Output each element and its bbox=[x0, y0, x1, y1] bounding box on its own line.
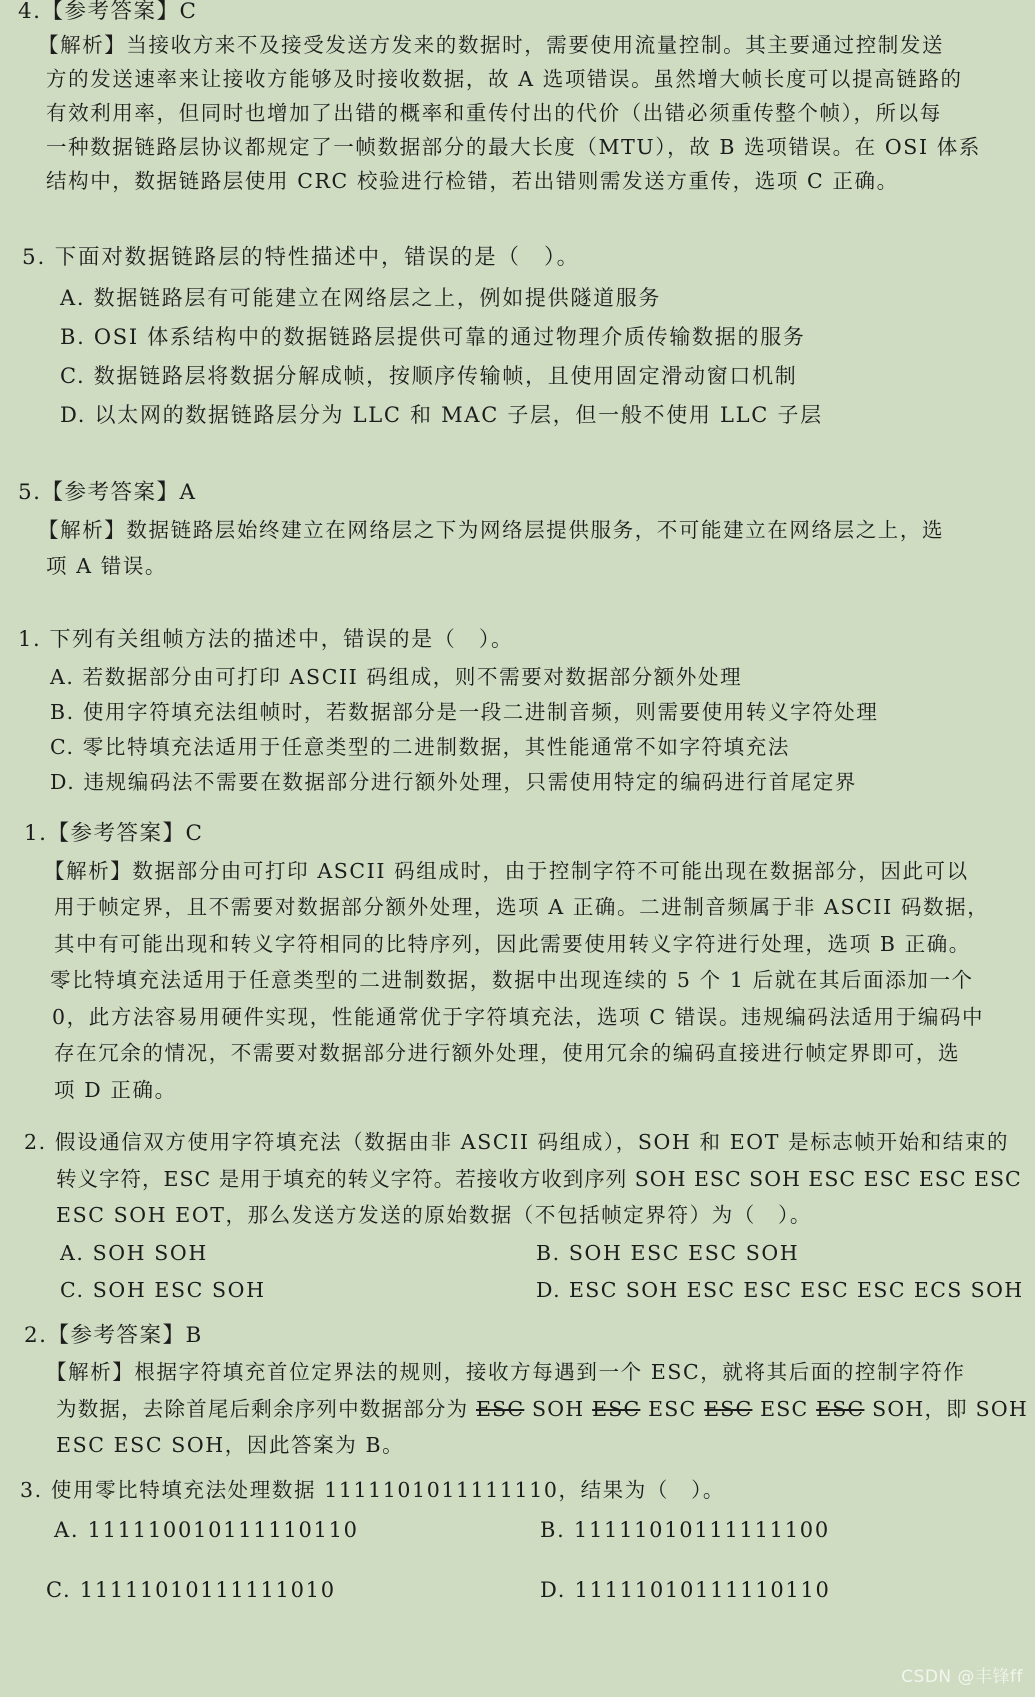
analysis-1-line-3: 其中有可能出现和转义字符相同的比特序列，因此需要使用转义字符进行处理，选项 B 正确。 bbox=[54, 932, 971, 956]
analysis-1-line-5: 0，此方法容易用硬件实现，性能通常优于字符填充法，选项 C 错误。违规编码法适用于编码中 bbox=[52, 1005, 985, 1029]
analysis-4-line-2: 方的发送速率来让接收方能够及时接收数据，故 A 选项错误。虽然增大帧长度可以提高链路的 bbox=[46, 67, 963, 91]
question-3-option-b: B. 11111010111111100 bbox=[540, 1518, 830, 1542]
question-2-option-b: B. SOH ESC ESC SOH bbox=[536, 1241, 800, 1265]
question-1-option-b: B. 使用字符填充法组帧时，若数据部分是一段二进制音频，则需要使用转义字符处理 bbox=[50, 700, 879, 724]
analysis-5-line-2: 项 A 错误。 bbox=[46, 554, 168, 578]
analysis-2-text-segment: ESC bbox=[640, 1397, 705, 1421]
analysis-1-line-7: 项 D 正确。 bbox=[54, 1078, 177, 1102]
csdn-watermark: CSDN @丰锋ff bbox=[901, 1667, 1023, 1687]
answer-5-heading: 5.【参考答案】A bbox=[18, 480, 197, 505]
question-2-option-d: D. ESC SOH ESC ESC ESC ESC ECS SOH bbox=[536, 1278, 1024, 1302]
question-2-line-3: ESC SOH EOT，那么发送方发送的原始数据（不包括帧定界符）为（ ）。 bbox=[56, 1203, 812, 1227]
analysis-2-line-1: 【解析】根据字符填充首位定界法的规则，接收方每遇到一个 ESC，就将其后面的控制字符作 bbox=[46, 1360, 966, 1384]
question-5-option-a: A. 数据链路层有可能建立在网络层之上，例如提供隧道服务 bbox=[60, 286, 662, 310]
question-5-option-c: C. 数据链路层将数据分解成帧，按顺序传输帧，且使用固定滑动窗口机制 bbox=[60, 364, 798, 388]
analysis-5-line-1: 【解析】数据链路层始终建立在网络层之下为网络层提供服务，不可能建立在网络层之上，选 bbox=[38, 518, 945, 542]
question-5-option-b: B. OSI 体系结构中的数据链路层提供可靠的通过物理介质传输数据的服务 bbox=[60, 325, 806, 349]
question-5-option-d: D. 以太网的数据链路层分为 LLC 和 MAC 子层，但一般不使用 LLC 子层 bbox=[60, 403, 823, 427]
struck-esc: ESC bbox=[476, 1397, 525, 1421]
analysis-1-line-1: 【解析】数据部分由可打印 ASCII 码组成时，由于控制字符不可能出现在数据部分，因此可以 bbox=[44, 859, 969, 883]
answer-4-heading: 4.【参考答案】C bbox=[18, 0, 198, 24]
question-3-option-a: A. 111110010111110110 bbox=[54, 1518, 359, 1542]
analysis-2-line-3: ESC ESC SOH，因此答案为 B。 bbox=[56, 1433, 405, 1457]
analysis-4-line-5: 结构中，数据链路层使用 CRC 校验进行检错，若出错则需发送方重传，选项 C 正确。 bbox=[46, 169, 899, 193]
analysis-4-line-1: 【解析】当接收方来不及接受发送方发来的数据时，需要使用流量控制。其主要通过控制发送 bbox=[38, 33, 945, 57]
question-3-option-c: C. 11111010111111010 bbox=[46, 1578, 336, 1602]
question-2-line-2: 转义字符，ESC 是用于填充的转义字符。若接收方收到序列 SOH ESC SOH ESC ESC ESC ESC bbox=[56, 1167, 1022, 1191]
question-1-option-c: C. 零比特填充法适用于任意类型的二进制数据，其性能通常不如字符填充法 bbox=[50, 735, 790, 759]
struck-esc: ESC bbox=[704, 1397, 753, 1421]
analysis-4-line-3: 有效利用率，但同时也增加了出错的概率和重传付出的代价（出错必须重传整个帧），所以每 bbox=[46, 101, 942, 125]
question-5: 5. 下面对数据链路层的特性描述中，错误的是（ ）。 bbox=[22, 245, 580, 270]
question-3-option-d: D. 11111010111110110 bbox=[540, 1578, 831, 1602]
question-2-line-1: 2. 假设通信双方使用字符填充法（数据由非 ASCII 码组成），SOH 和 EOT 是标志帧开始和结束的 bbox=[24, 1130, 1010, 1154]
question-3: 3. 使用零比特填充法处理数据 1111101011111110，结果为（ ）。 bbox=[20, 1478, 726, 1502]
analysis-2-line-2 bbox=[56, 1394, 1028, 1424]
struck-esc: ESC bbox=[592, 1397, 641, 1421]
answer-2-heading: 2.【参考答案】B bbox=[24, 1323, 203, 1348]
question-1: 1. 下列有关组帧方法的描述中，错误的是（ ）。 bbox=[18, 627, 514, 651]
analysis-2-text-segment: ESC bbox=[752, 1397, 817, 1421]
question-2-option-c: C. SOH ESC SOH bbox=[60, 1278, 266, 1302]
analysis-2-text-segment: SOH bbox=[524, 1397, 593, 1421]
analysis-2-text-segment: SOH，即 SOH bbox=[864, 1397, 1028, 1421]
question-1-option-d: D. 违规编码法不需要在数据部分进行额外处理，只需使用特定的编码进行首尾定界 bbox=[50, 770, 858, 794]
answer-1-heading: 1.【参考答案】C bbox=[24, 821, 204, 846]
analysis-2-text-segment: 为数据，去除首尾后剩余序列中数据部分为 bbox=[56, 1397, 477, 1421]
struck-esc: ESC bbox=[816, 1397, 865, 1421]
analysis-4-line-4: 一种数据链路层协议都规定了一帧数据部分的最大长度（MTU），故 B 选项错误。在 OSI 体系 bbox=[46, 135, 981, 159]
analysis-1-line-4: 零比特填充法适用于任意类型的二进制数据，数据中出现连续的 5 个 1 后就在其后面添加一个 bbox=[50, 968, 974, 992]
analysis-1-line-6: 存在冗余的情况，不需要对数据部分进行额外处理，使用冗余的编码直接进行帧定界即可，选 bbox=[54, 1041, 961, 1065]
question-2-option-a: A. SOH SOH bbox=[60, 1241, 208, 1265]
analysis-1-line-2: 用于帧定界，且不需要对数据部分额外处理，选项 A 正确。二进制音频属于非 ASCII 码数据， bbox=[54, 895, 990, 919]
question-1-option-a: A. 若数据部分由可打印 ASCII 码组成，则不需要对数据部分额外处理 bbox=[50, 665, 743, 689]
